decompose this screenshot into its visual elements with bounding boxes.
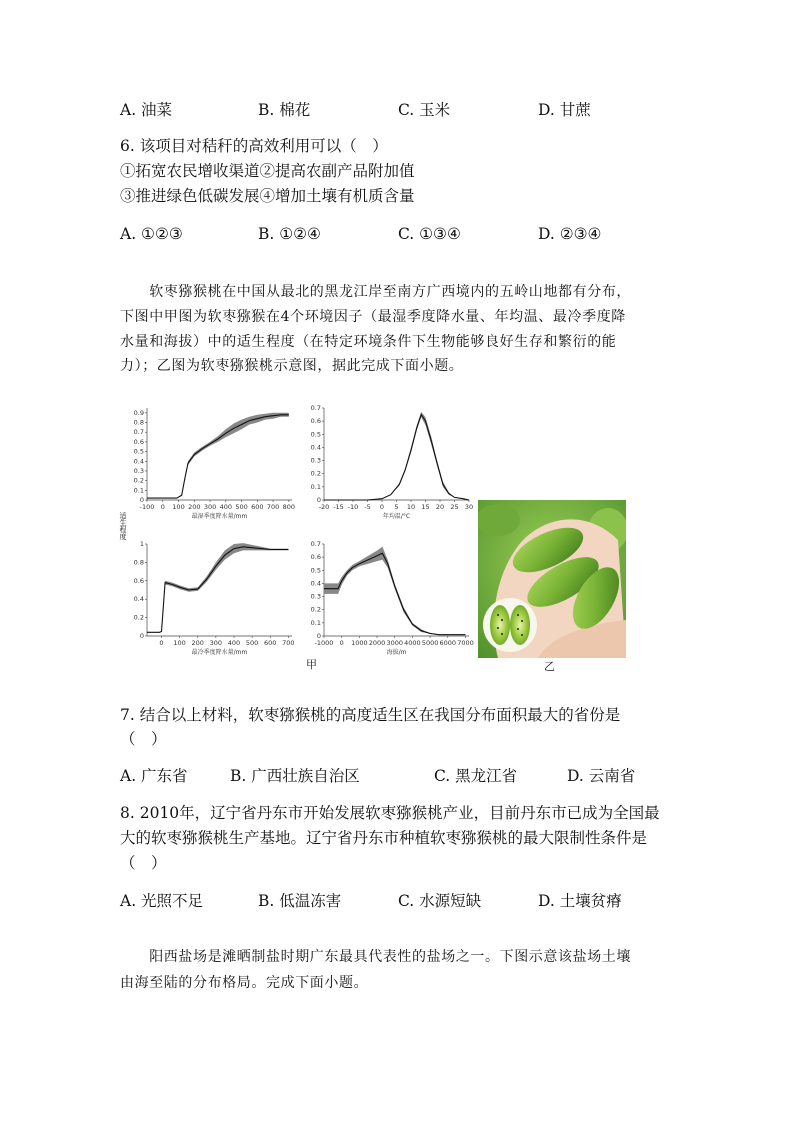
- q7-option-c: C. 黑龙江省: [434, 767, 518, 785]
- q5-option-c: C. 玉米: [398, 101, 451, 119]
- y-tick-label: 0.6: [310, 417, 321, 426]
- y-tick-label: 0.6: [133, 576, 144, 585]
- q6-option-d: D. ②③④: [538, 225, 602, 243]
- x-tick-label: 2000: [368, 639, 386, 647]
- y-tick-label: 1: [139, 540, 144, 548]
- y-tick-label: 0.6: [310, 553, 321, 562]
- q6-option-a: A. ①②③: [120, 225, 183, 243]
- chart-coldest-quarter-precip: [125, 538, 300, 663]
- chart-panel-annual-temp: [302, 402, 477, 531]
- x-tick-label: -20: [318, 503, 330, 511]
- x-tick-label: 300: [203, 503, 217, 511]
- x-tick-label: 200: [191, 639, 204, 647]
- suitability-line: [147, 547, 288, 633]
- x-tick-label: 0: [159, 639, 164, 647]
- y-tick-label: 0.4: [133, 595, 144, 604]
- x-tick-label: -100: [139, 503, 155, 511]
- x-axis-label: 最湿季度降水量/mm: [191, 513, 248, 520]
- y-tick-label: 0.2: [310, 605, 321, 614]
- q5-option-a: A. 油菜: [120, 101, 173, 119]
- x-tick-label: 25: [450, 503, 459, 511]
- x-tick-label: 0: [339, 639, 344, 647]
- x-tick-label: 7000: [457, 639, 474, 647]
- y-tick-label: 0.7: [133, 428, 144, 437]
- y-tick-label: 0.4: [133, 457, 144, 466]
- q7-option-b: B. 广西壮族自治区: [230, 767, 360, 785]
- y-tick-label: 0.5: [310, 566, 321, 575]
- x-tick-label: 30: [464, 503, 474, 511]
- x-tick-label: 20: [435, 503, 445, 511]
- q7-option-a: A. 广东省: [120, 767, 188, 785]
- suitability-line: [324, 553, 466, 635]
- q7-option-d: D. 云南省: [567, 767, 636, 785]
- q7-blank: （ ）: [120, 730, 167, 748]
- y-tick-label: 0: [316, 632, 321, 640]
- x-axis-label: 最冷季度降水量/mm: [191, 649, 248, 656]
- x-tick-label: -15: [333, 503, 344, 511]
- passage1-line-1: 软枣猕猴桃在中国从最北的黑龙江岸至南方广西境内的五岭山地都有分布，: [120, 284, 631, 300]
- y-tick-label: 0.7: [310, 404, 321, 412]
- x-tick-label: 500: [235, 503, 248, 511]
- x-tick-label: 400: [227, 639, 241, 647]
- y-tick-label: 0.5: [133, 447, 144, 456]
- q7-stem: 7. 结合以上材料，软枣猕猴桃的高度适生区在我国分布面积最大的省份是: [120, 706, 621, 724]
- x-tick-label: 500: [245, 639, 259, 647]
- x-tick-label: 6000: [439, 639, 457, 647]
- chart-panel-coldest-precip: [125, 538, 300, 667]
- y-tick-label: 0.2: [133, 476, 144, 485]
- y-tick-label: 0.3: [310, 592, 321, 601]
- passage1-line-2: 下图中甲图为软枣猕猴在4个环境因子（最湿季度降水量、年均温、最冷季度降: [120, 309, 626, 325]
- x-tick-label: -10: [347, 503, 359, 511]
- x-axis-label: 海拔/m: [386, 649, 407, 656]
- q6-option-c: C. ①③④: [398, 225, 461, 243]
- figure-label-jia: 甲: [306, 658, 317, 671]
- q5-option-b: B. 棉花: [258, 101, 311, 119]
- x-tick-label: -1000: [314, 639, 334, 647]
- y-tick-label: 0.8: [133, 418, 144, 427]
- figure-label-yi: 乙: [544, 660, 555, 673]
- chart-panel-elevation: [302, 538, 477, 667]
- q8-blank: （ ）: [120, 854, 167, 872]
- passage1-line-3: 水量和海拔）中的适生程度（在特定环境条件下生物能够良好生存和繁衍的能: [120, 334, 617, 350]
- q6-stem: 6. 该项目对秸秆的高效利用可以（ ）: [120, 137, 388, 155]
- suitability-line: [324, 415, 469, 500]
- x-tick-label: 15: [421, 503, 430, 511]
- x-tick-label: 10: [406, 503, 416, 511]
- passage2-line-1: 阳西盐场是滩晒制盐时期广东最具代表性的盐场之一。下图示意该盐场土壤: [120, 949, 631, 965]
- x-tick-label: 800: [282, 503, 296, 511]
- y-tick-label: 0.3: [310, 456, 321, 465]
- passage2-line-2: 由海至陆的分布格局。完成下面小题。: [120, 975, 369, 991]
- x-tick-label: -5: [364, 503, 371, 511]
- q8-option-a: A. 光照不足: [120, 892, 204, 910]
- confidence-band: [147, 543, 288, 632]
- x-tick-label: 5000: [421, 639, 439, 647]
- x-axis-label: 年均温/°C: [382, 513, 411, 520]
- y-tick-label: 0.7: [310, 540, 321, 548]
- confidence-band: [324, 547, 466, 635]
- y-tick-label: 0.1: [310, 618, 321, 627]
- confidence-band: [324, 412, 469, 500]
- suitability-line: [147, 415, 289, 498]
- q6-option-b: B. ①②④: [258, 225, 321, 243]
- y-tick-label: 0.1: [133, 486, 144, 495]
- y-tick-label: 0.4: [310, 579, 321, 588]
- q5-option-d: D. 甘蔗: [538, 101, 591, 119]
- y-tick-label: 0.2: [310, 469, 321, 478]
- y-tick-label: 0: [139, 632, 144, 640]
- shared-y-axis-label: 适生程度: [119, 512, 127, 540]
- x-tick-label: 1000: [351, 639, 368, 647]
- chart-wettest-quarter-precip: [125, 402, 300, 527]
- chart-elevation: [302, 538, 477, 663]
- x-tick-label: 700: [282, 639, 295, 647]
- y-tick-label: 0.3: [133, 466, 144, 475]
- q8-stem-line-2: 大的软枣猕猴桃生产基地。辽宁省丹东市种植软枣猕猴桃的最大限制性条件是: [120, 829, 648, 847]
- x-tick-label: 0: [160, 503, 165, 511]
- x-tick-label: 600: [264, 639, 277, 647]
- x-tick-label: 300: [209, 639, 223, 647]
- q8-option-d: D. 土壤贫瘠: [538, 892, 622, 910]
- kiwiberry-photo: [478, 500, 626, 658]
- q6-choice-line-1: ①拓宽农民增收渠道②提高农副产品附加值: [120, 162, 415, 180]
- y-tick-label: 0.6: [133, 437, 144, 446]
- x-tick-label: 100: [173, 639, 186, 647]
- y-tick-label: 0.8: [133, 558, 144, 567]
- q8-option-b: B. 低温冻害: [258, 892, 342, 910]
- y-tick-label: 0.1: [310, 482, 321, 491]
- x-tick-label: 5: [394, 503, 399, 511]
- confidence-band: [147, 413, 289, 498]
- x-tick-label: 4000: [404, 639, 421, 647]
- y-tick-label: 0.2: [133, 613, 144, 622]
- y-tick-label: 0.9: [133, 408, 144, 417]
- y-tick-label: 0.5: [310, 430, 321, 439]
- x-tick-label: 3000: [386, 639, 404, 647]
- x-tick-label: 0: [379, 503, 385, 511]
- x-tick-label: 400: [219, 503, 233, 511]
- passage1-line-4: 力）；乙图为软枣猕猴桃示意图，据此完成下面小题。: [120, 358, 464, 374]
- q6-choice-line-2: ③推进绿色低碳发展④增加土壤有机质含量: [120, 187, 415, 205]
- y-tick-label: 0.4: [310, 443, 321, 452]
- y-tick-label: 0: [316, 496, 321, 504]
- x-tick-label: 600: [251, 503, 264, 511]
- x-tick-label: 100: [172, 503, 185, 511]
- q8-stem-line-1: 8. 2010年，辽宁省丹东市开始发展软枣猕猴桃产业，目前丹东市已成为全国最: [120, 804, 660, 822]
- chart-panel-wettest-precip: [125, 402, 300, 531]
- chart-annual-mean-temp: [302, 402, 477, 527]
- y-tick-label: 0: [139, 496, 144, 504]
- q8-option-c: C. 水源短缺: [398, 892, 482, 910]
- x-tick-label: 200: [188, 503, 201, 511]
- x-tick-label: 700: [266, 503, 280, 511]
